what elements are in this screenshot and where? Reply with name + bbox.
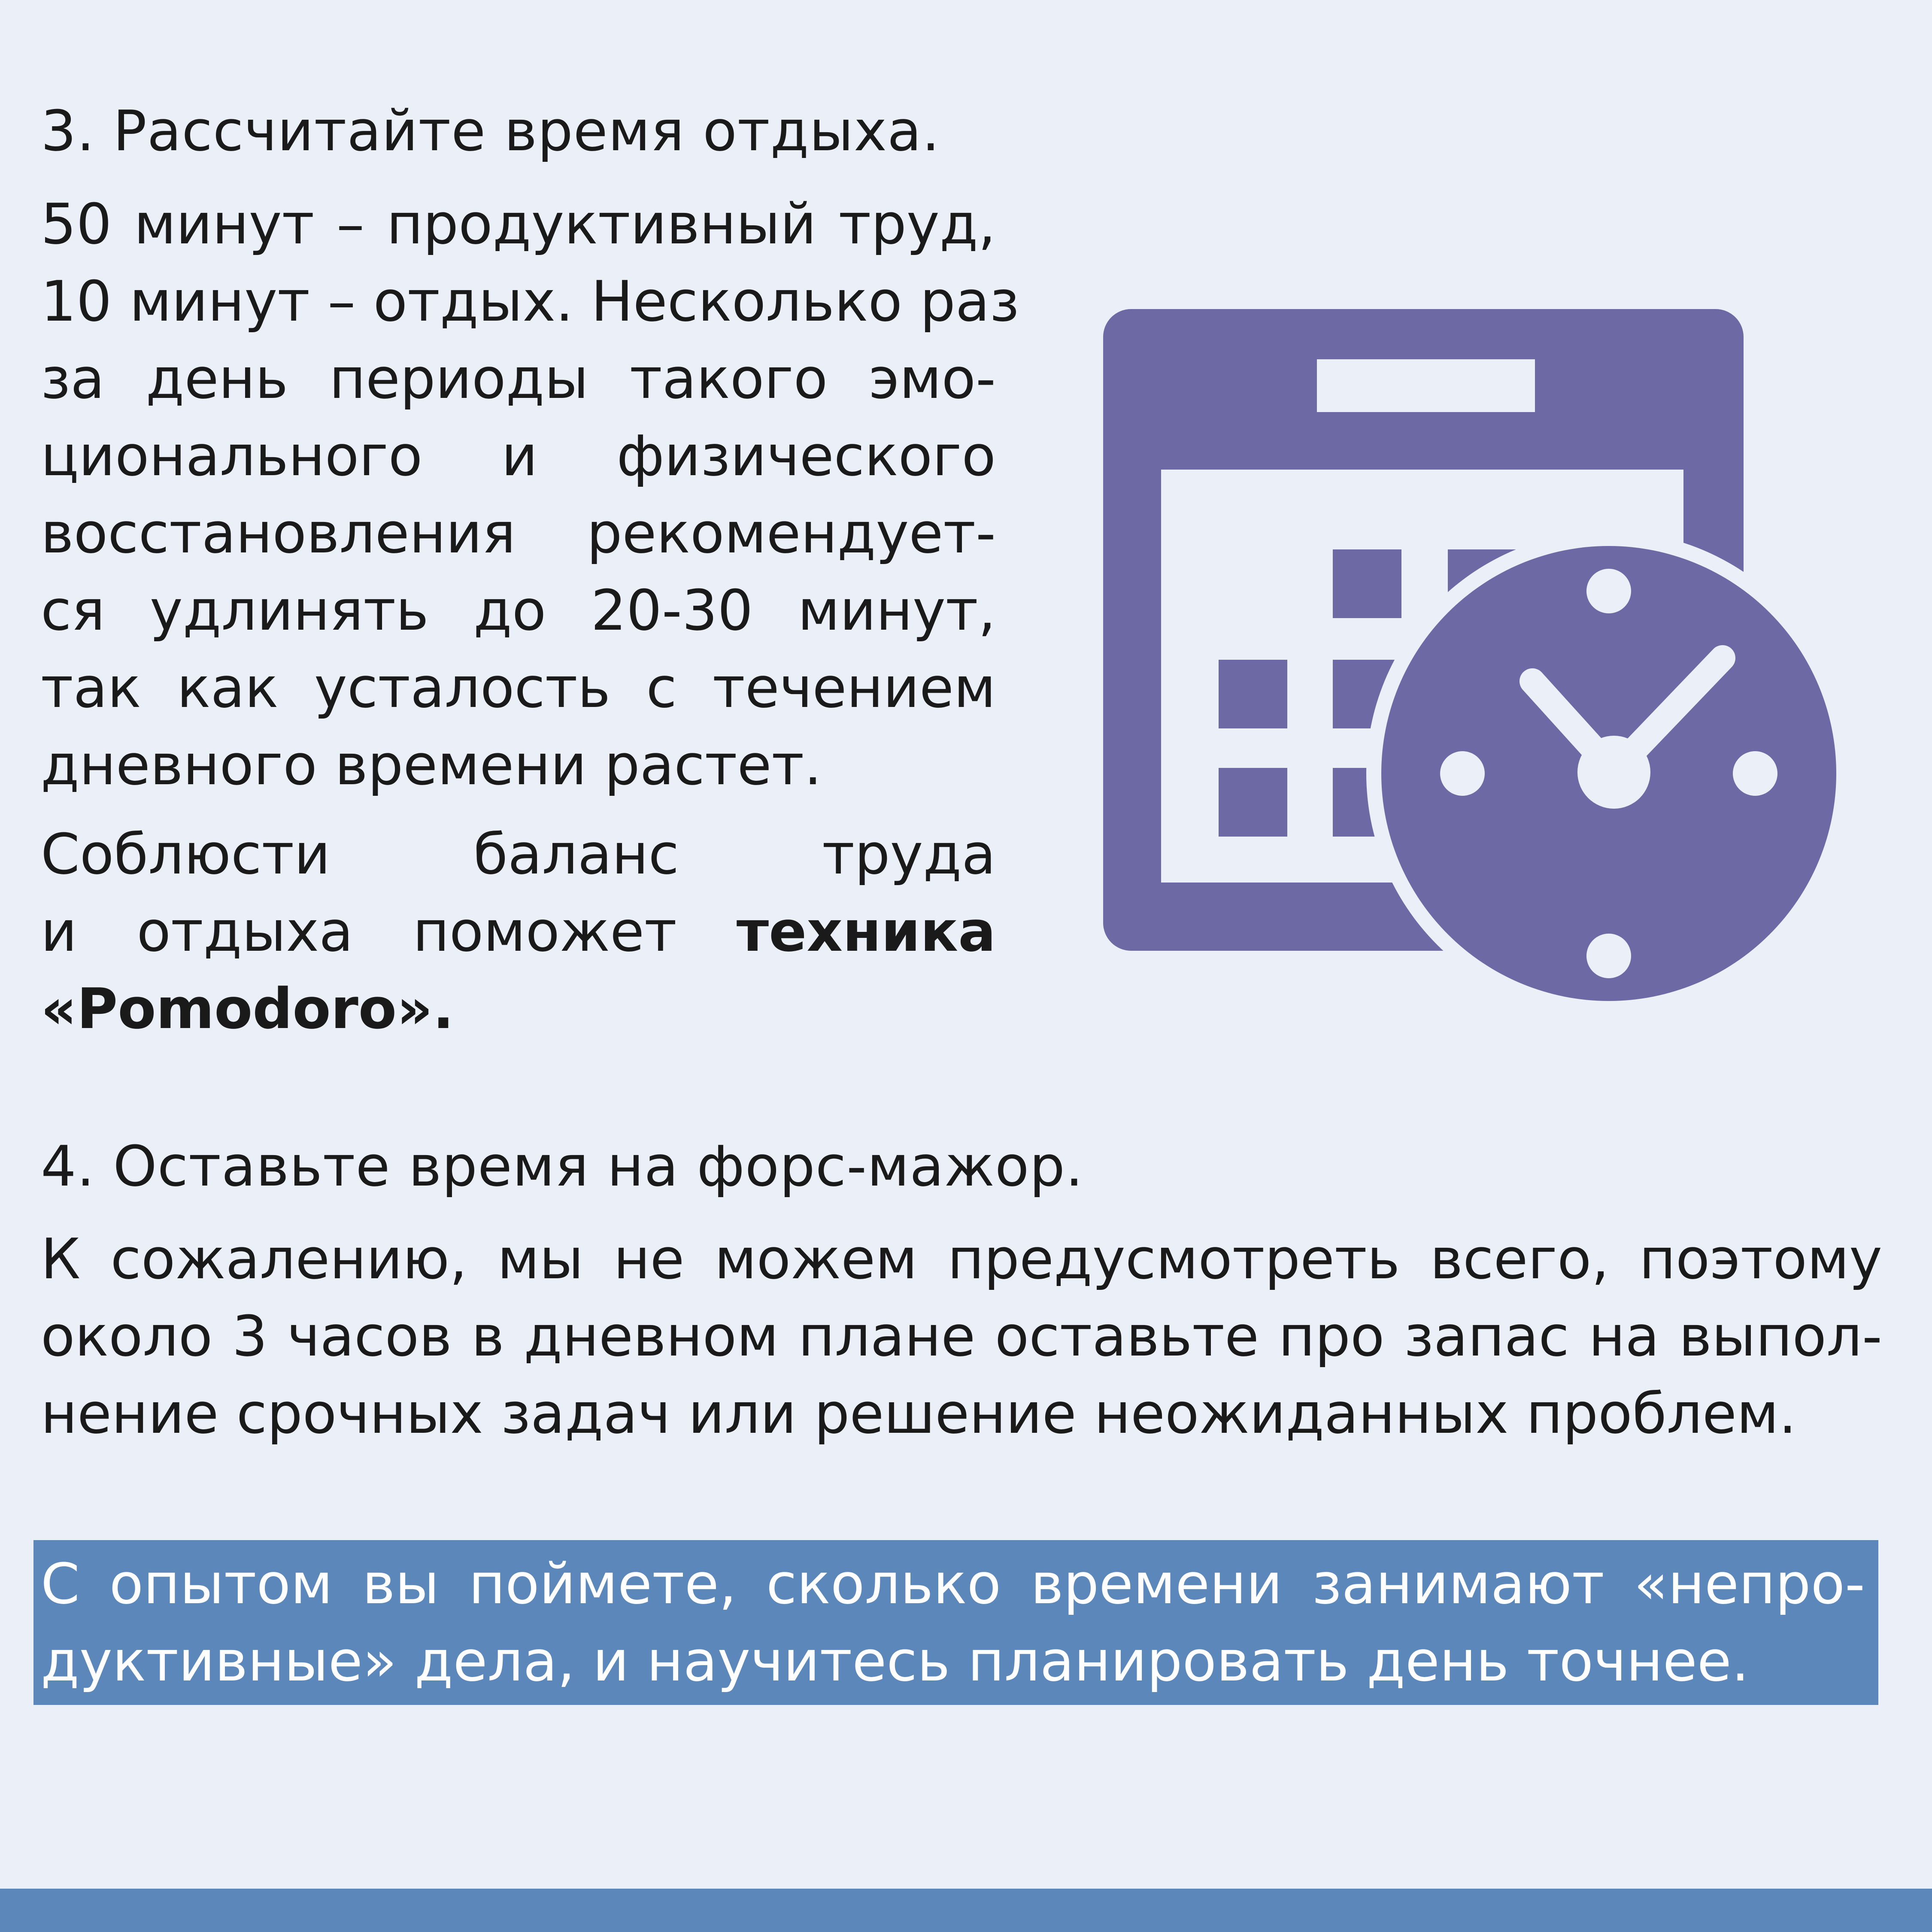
balance-text: и отдыха поможет (41, 899, 677, 964)
paragraph-line: ционального и физического (41, 423, 996, 488)
section-4-heading: 4. Оставьте время на форс-мажор. (41, 1134, 1084, 1199)
paragraph-line: восстановления рекомендует- (41, 500, 996, 566)
paragraph-line: К сожалению, мы не можем предусмотреть всего, поэтому (41, 1226, 1882, 1292)
calendar-clock-icon (1103, 309, 1889, 1004)
paragraph-line: так как усталость с течением (41, 655, 996, 720)
balance-line-2 (41, 893, 996, 970)
paragraph-line: около 3 часов в дневном плане оставьте про запас на выпол- (41, 1304, 1882, 1369)
bottom-bar (0, 1889, 1932, 1932)
section-4-paragraph (41, 1220, 1882, 1452)
balance-paragraph (41, 816, 996, 1047)
paragraph-line: ся удлинять до 20-30 минут, (41, 578, 996, 643)
highlight-text (41, 1545, 1865, 1700)
highlight-line: С опытом вы поймете, сколько времени занимают «непро- (41, 1551, 1865, 1617)
paragraph-line: 50 минут – продуктивный труд, (41, 191, 996, 257)
paragraph-line: дневного времени растет. (41, 732, 822, 798)
technique-bold-text: техника (736, 899, 996, 964)
balance-line-1: Соблюсти баланс труда (41, 822, 996, 887)
paragraph-line: нение срочных задач или решение неожиданных проблем. (41, 1381, 1797, 1446)
pomodoro-bold-text: «Pomodoro». (41, 976, 454, 1041)
highlight-line: дуктивные» дела, и научитесь планировать день точнее. (41, 1629, 1750, 1694)
section-3-heading: 3. Рассчитайте время отдыха. (41, 98, 940, 164)
section-3-paragraph (41, 185, 1019, 804)
paragraph-line: 10 минут – отдых. Несколько раз (41, 269, 1019, 334)
paragraph-line: за день периоды такого эмо- (41, 346, 996, 411)
